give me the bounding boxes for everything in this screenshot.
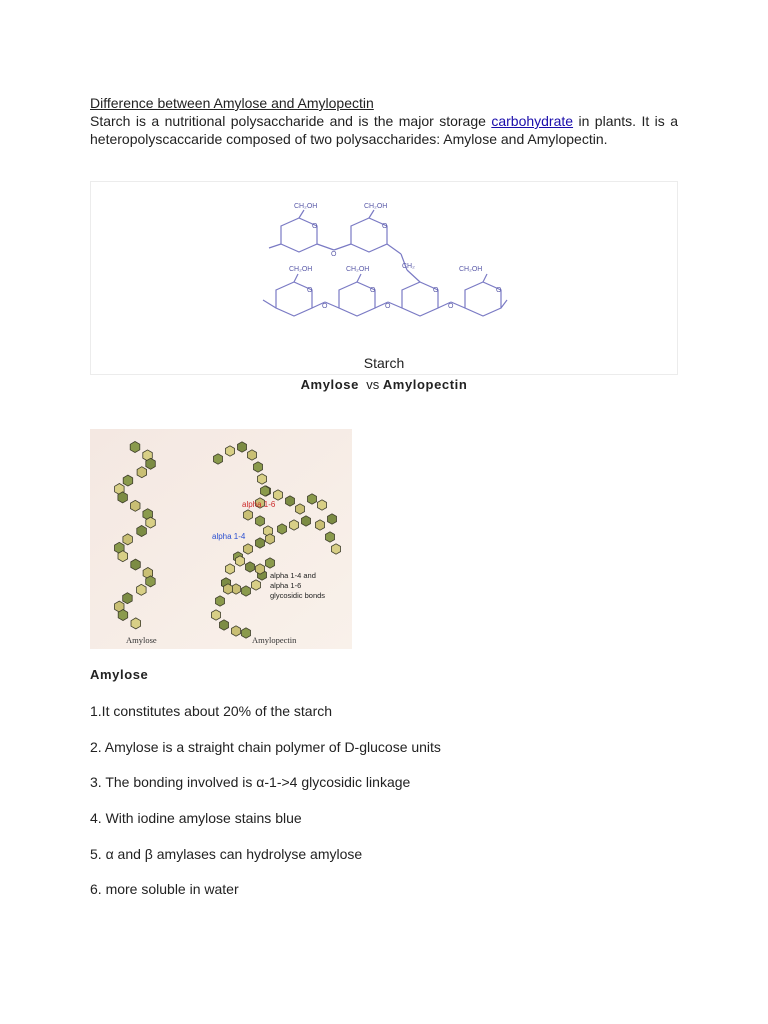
glycosidic-oxygen-label: O	[448, 303, 454, 310]
point-1: 1.It constitutes about 20% of the starch	[90, 703, 333, 719]
glucose-unit	[131, 500, 141, 511]
ch2oh-label: CH₂OH	[294, 203, 318, 210]
glucose-unit	[137, 526, 147, 537]
glucose-unit	[118, 492, 128, 503]
alpha-1-4-label: alpha 1-4	[212, 532, 246, 541]
glucose-unit	[254, 462, 263, 472]
section-heading: Amylose	[90, 667, 149, 682]
ring-oxygen-label: O	[433, 287, 439, 294]
glucose-unit	[214, 454, 223, 464]
figure-caption: Starch	[363, 355, 405, 371]
glucose-unit	[131, 559, 141, 570]
glucose-unit	[137, 467, 147, 478]
glucose-unit	[256, 538, 265, 548]
comparison-vs: vs	[366, 377, 380, 392]
glycosidic-oxygen-label: O	[385, 303, 391, 310]
glucose-unit	[220, 620, 229, 630]
glycosidic-oxygen-label: O	[331, 251, 337, 258]
amylose-amylopectin-illustration	[90, 429, 352, 649]
point-6: 6. more soluble in water	[90, 881, 239, 897]
comparison-right: Amylopectin	[382, 377, 468, 392]
intro-paragraph	[90, 112, 678, 148]
ring-oxygen-label: O	[307, 287, 313, 294]
glycosidic-oxygen-label: O	[322, 303, 328, 310]
glucose-unit	[244, 544, 253, 554]
glucose-unit	[328, 514, 337, 524]
carbohydrate-link[interactable]: carbohydrate	[491, 113, 574, 129]
glucose-unit	[261, 486, 270, 496]
point-3: 3. The bonding involved is α-1->4 glycosidic linkage	[90, 774, 411, 790]
amylose-image-label: Amylose	[126, 635, 157, 645]
intro-text-2: in plants. It is a heteropolyscaccaride composed of two polysaccharides: Amylose and Amylopectin.	[90, 113, 678, 147]
glucose-unit	[302, 516, 311, 526]
glucose-unit	[248, 450, 257, 460]
ring-oxygen-label: O	[312, 223, 318, 230]
glucose-unit	[318, 500, 327, 510]
glucose-unit	[226, 446, 235, 456]
document-title: Difference between Amylose and Amylopectin	[90, 95, 374, 111]
glucose-unit	[146, 576, 156, 587]
glucose-unit	[266, 534, 275, 544]
glucose-unit	[238, 442, 247, 452]
glucose-unit	[256, 516, 265, 526]
glucose-unit	[226, 564, 235, 574]
bond-label-line3: glycosidic bonds	[270, 591, 326, 600]
glucose-unit	[224, 584, 233, 594]
glucose-unit	[137, 584, 147, 595]
glucose-unit	[232, 626, 241, 636]
glucose-unit	[246, 562, 255, 572]
glucose-unit	[212, 610, 221, 620]
ring-oxygen-label: O	[496, 287, 502, 294]
glucose-unit	[123, 593, 133, 604]
glucose-unit	[326, 532, 335, 542]
comparison-left: Amylose	[300, 377, 359, 392]
intro-text-1: Starch is a nutritional polysaccharide and is the major storage	[90, 113, 492, 129]
bond-label-line1: alpha 1-4 and	[270, 571, 316, 580]
glucose-unit	[236, 556, 245, 566]
ch2-label: CH₂	[402, 263, 415, 270]
glucose-unit	[296, 504, 305, 514]
bond-label-line2: alpha 1-6	[270, 581, 302, 590]
glucose-unit	[332, 544, 341, 554]
glucose-unit	[278, 524, 287, 534]
glucose-unit	[146, 458, 156, 469]
point-2: 2. Amylose is a straight chain polymer of D-glucose units	[90, 739, 441, 755]
glucose-unit	[316, 520, 325, 530]
glucose-unit	[216, 596, 225, 606]
polymer-chain-illustration	[90, 429, 352, 649]
glucose-unit	[131, 618, 141, 629]
starch-structure-figure	[90, 181, 678, 375]
ch2oh-label: CH₂OH	[364, 203, 388, 210]
starch-structure-diagram	[91, 182, 677, 374]
ch2oh-label: CH₂OH	[459, 266, 483, 273]
point-5: 5. α and β amylases can hydrolyse amylose	[90, 846, 363, 862]
comparison-heading	[90, 377, 678, 392]
glucose-unit	[256, 564, 265, 574]
glucose-unit	[252, 580, 261, 590]
glucose-unit	[242, 586, 251, 596]
glucose-unit	[286, 496, 295, 506]
glucose-unit	[130, 442, 140, 453]
glucose-unit	[118, 551, 128, 562]
glucose-unit	[123, 475, 133, 486]
glucose-unit	[146, 517, 156, 528]
glucose-unit	[258, 474, 267, 484]
ch2oh-label: CH₂OH	[346, 266, 370, 273]
ring-oxygen-label: O	[382, 223, 388, 230]
ring-oxygen-label: O	[370, 287, 376, 294]
glucose-unit	[118, 610, 128, 621]
point-4: 4. With iodine amylose stains blue	[90, 810, 302, 826]
ch2oh-label: CH₂OH	[289, 266, 313, 273]
glucose-unit	[274, 490, 283, 500]
glucose-unit	[266, 558, 275, 568]
glucose-unit	[242, 628, 251, 638]
amylopectin-image-label: Amylopectin	[252, 635, 297, 645]
glucose-unit	[244, 510, 253, 520]
glucose-unit	[123, 534, 132, 545]
glucose-unit	[290, 520, 299, 530]
alpha-1-6-label: alpha 1-6	[242, 500, 276, 509]
glucose-unit	[308, 494, 317, 504]
